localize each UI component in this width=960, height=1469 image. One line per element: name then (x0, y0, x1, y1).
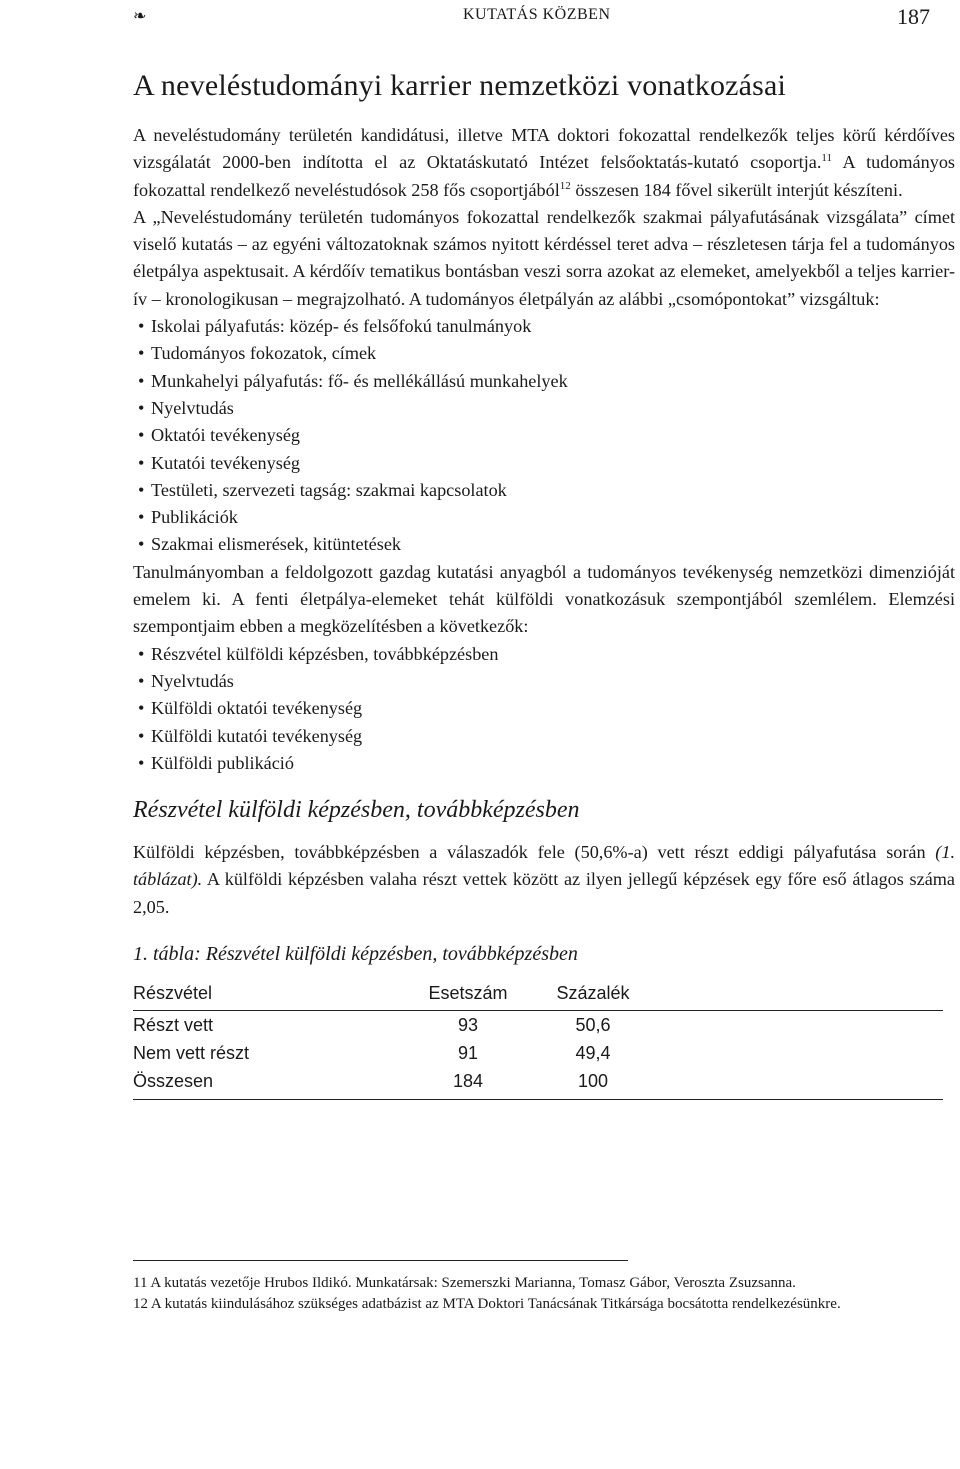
column-header: Esetszám (393, 983, 543, 1011)
ornament-icon: ❧ (133, 8, 147, 25)
bullet-icon: • (138, 507, 145, 528)
list-item-text: Külföldi publikáció (151, 752, 294, 773)
research-paragraph: A „Neveléstudomány területén tudományos fokozattal rendelkezők szakmai pályafutásának vizsgálata” címet viselő kutatás – az egyéni változatoknak számos nyitott kérdéssel teret adva – részletesen tárja fel a tudományos életpálya aspektusait. A kérdőív tematikus bontásban veszi sorra azokat az elemeket, amelyekből a teljes karrier-ív – kronologikusan – megrajzolható. A tudományos életpályán az alábbi „csomópontokat” vizsgáltuk: (133, 206, 955, 309)
analysis-aspects-list (133, 641, 955, 777)
table-cell: 91 (457, 1042, 479, 1063)
footnote-divider (133, 1260, 628, 1261)
table-cell: 49,4 (575, 1042, 611, 1063)
training-text-part2: A külföldi képzésben valaha részt vettek között az ilyen jellegű képzések egy főre eső átlagos száma 2,05. (133, 869, 955, 917)
table-cell-spacer (643, 1039, 943, 1067)
list-item-text: Nyelvtudás (151, 397, 234, 418)
section-title: A neveléstudományi karrier nemzetközi vonatkozásai (133, 69, 787, 102)
list-item (138, 450, 955, 477)
list-item (138, 340, 955, 367)
main-content (133, 66, 955, 1100)
list-item (138, 477, 955, 504)
list-item-text: Tudományos fokozatok, címek (151, 343, 377, 364)
participation-table (133, 983, 943, 1100)
footnote-ref-12[interactable]: 12 (559, 179, 571, 192)
list-item-text: Munkahelyi pályafutás: fő- és mellékállású munkahelyek (151, 370, 568, 391)
column-spacer (643, 983, 943, 1011)
list-item (138, 641, 955, 668)
training-text-part1: Külföldi képzésben, továbbképzésben a válaszadók fele (50,6%-a) vett részt eddigi pályafutása során (133, 842, 936, 863)
table-cell: 184 (393, 1067, 543, 1100)
bullet-icon: • (138, 643, 145, 664)
intro-paragraph (133, 122, 955, 204)
table-row (133, 1067, 943, 1100)
bullet-icon: • (138, 752, 145, 773)
footnotes (133, 1260, 948, 1315)
table-cell: Összesen (133, 1067, 393, 1100)
table-cell-spacer (643, 1067, 943, 1100)
bullet-icon: • (138, 343, 145, 364)
footnote-12: 12 A kutatás kiindulásához szükséges adatbázist az MTA Doktori Tanácsának Titkársága bocsátotta rendelkezésünkre. (133, 1296, 841, 1312)
bullet-icon: • (138, 397, 145, 418)
bullet-icon: • (138, 725, 145, 746)
running-head: KUTATÁS KÖZBEN (463, 6, 611, 23)
page-header (133, 4, 930, 28)
list-item-text: Publikációk (151, 507, 238, 528)
table-cell-spacer (643, 1011, 943, 1040)
subsection-title: Részvétel külföldi képzésben, továbbképzésben (133, 797, 580, 824)
list-item (138, 395, 955, 422)
table-cell: Részt vett (133, 1014, 214, 1035)
focus-paragraph: Tanulmányomban a feldolgozott gazdag kutatási anyagból a tudományos tevékenység nemzetközi dimenzióját emelem ki. A fenti életpálya-elemeket tehát külföldi vonatkozásuk szempontjából szemlélem. Elemzési szempontjaim ebben a megközelítésben a következők: (133, 561, 955, 637)
intro-text-part2: A tudományos fokozattal rendelkező neveléstudósok 258 fős csoportjából (133, 152, 955, 200)
bullet-icon: • (138, 698, 145, 719)
table-cell: Nem vett részt (133, 1042, 250, 1063)
list-item-text: Nyelvtudás (151, 670, 234, 691)
list-item (138, 750, 955, 777)
bullet-icon: • (138, 670, 145, 691)
table-header-row (133, 983, 943, 1011)
list-item-text: Szakmai elismerések, kitüntetések (151, 534, 401, 555)
career-nodes-list (133, 313, 955, 559)
list-item (138, 368, 955, 395)
table-row (133, 1039, 943, 1067)
bullet-icon: • (138, 425, 145, 446)
intro-text-part1: A neveléstudomány területén kandidátusi, illetve MTA doktori fokozattal rendelkezők teljes körű kérdőíves vizsgálatát 2000-ben indította el az Oktatáskutató Intézet felsőoktatás-kutató csoportja. (133, 125, 955, 173)
footnote-11: 11 A kutatás vezetője Hrubos Ildikó. Munkatársak: Szemerszki Marianna, Tomasz Gábor, Veroszta Zsuzsanna. (133, 1275, 796, 1291)
table-reference[interactable]: (1. táblázat). (133, 842, 955, 890)
bullet-icon: • (138, 479, 145, 500)
list-item (138, 313, 955, 340)
column-header: Részvétel (133, 983, 393, 1011)
table-cell: 93 (457, 1014, 479, 1035)
training-paragraph (133, 839, 955, 921)
column-header: Százalék (543, 983, 643, 1011)
intro-text-part3: összesen 184 fővel sikerült interjút készíteni. (570, 179, 903, 200)
table-row (133, 1011, 943, 1040)
list-item (138, 668, 955, 695)
bullet-icon: • (138, 452, 145, 473)
list-item-text: Iskolai pályafutás: közép- és felsőfokú tanulmányok (151, 316, 532, 337)
list-item-text: Kutatói tevékenység (151, 452, 300, 473)
list-item (138, 504, 955, 531)
bullet-icon: • (138, 316, 145, 337)
table-caption: 1. tábla: Részvétel külföldi képzésben, továbbképzésben (133, 943, 578, 966)
list-item-text: Oktatói tevékenység (151, 425, 300, 446)
list-item-text: Külföldi oktatói tevékenység (151, 698, 363, 719)
list-item-text: Részvétel külföldi képzésben, továbbképzésben (151, 643, 499, 664)
bullet-icon: • (138, 534, 145, 555)
list-item (138, 723, 955, 750)
list-item (138, 422, 955, 449)
list-item-text: Külföldi kutatói tevékenység (151, 725, 363, 746)
list-item (138, 531, 955, 558)
footnote-ref-11[interactable]: 11 (821, 152, 832, 165)
list-item-text: Testületi, szervezeti tagság: szakmai kapcsolatok (151, 479, 507, 500)
list-item (138, 695, 955, 722)
table-cell: 100 (543, 1067, 643, 1100)
bullet-icon: • (138, 370, 145, 391)
page-number: 187 (897, 4, 930, 29)
table-cell: 50,6 (575, 1014, 611, 1035)
